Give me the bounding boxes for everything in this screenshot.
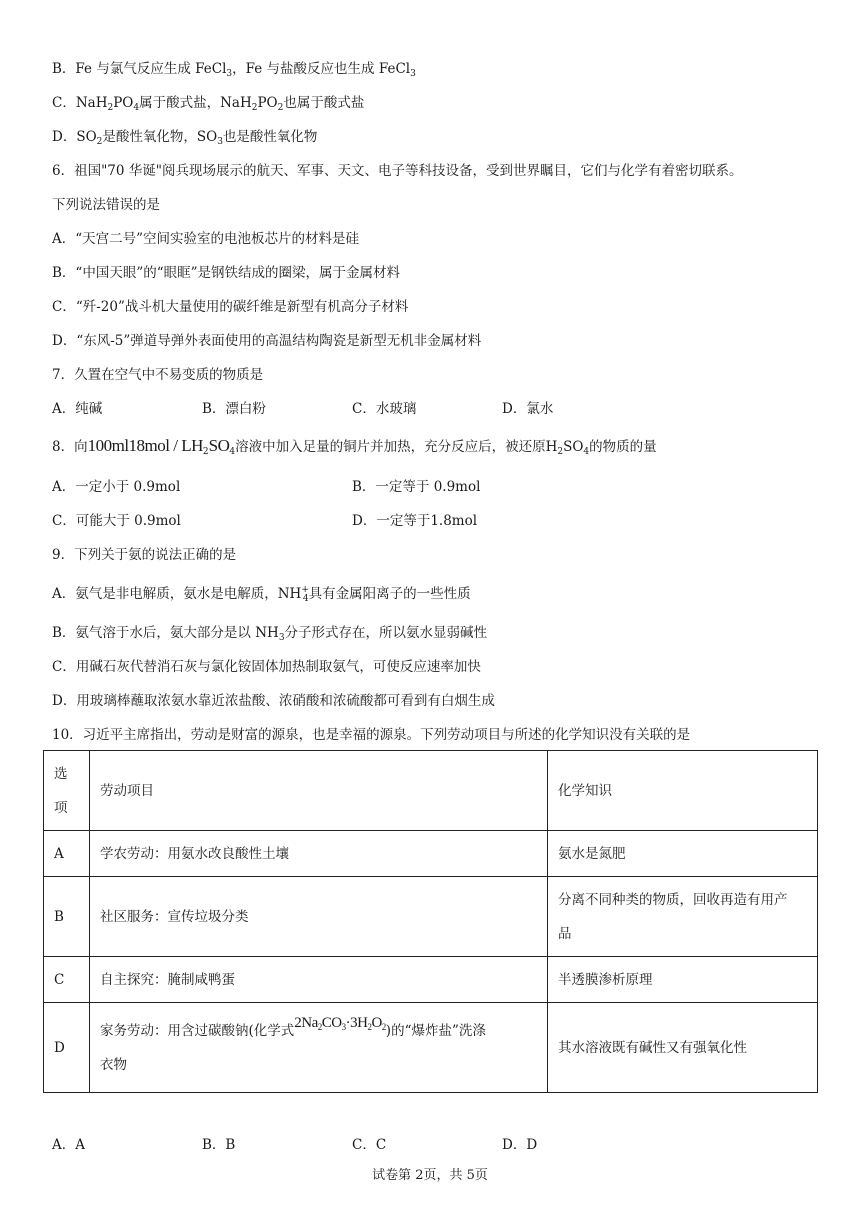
q9-option-c: C．用碱石灰代替消石灰与氯化铵固体加热制取氨气，可使反应速率加快 (52, 659, 481, 675)
header-chem-knowledge: 化学知识 (548, 751, 818, 831)
q5-option-b: B．Fe 与氯气反应生成 FeCl$_3$，Fe 与盐酸反应也生成 FeCl$_3$ (52, 61, 416, 79)
q6-stem: 6．祖国"70 华诞"阅兵现场展示的航天、军事、天文、电子等科技设备，受到世界瞩目，它们与化学有着密切联系。 (52, 163, 743, 179)
q10-stem: 10．习近平主席指出，劳动是财富的源泉，也是幸福的源泉。下列劳动项目与所述的化学知识没有关联的是 (52, 727, 691, 743)
q10-option-d: D．D (502, 1137, 538, 1153)
q10-option-a: A．A (52, 1137, 85, 1153)
row-option: B (44, 877, 90, 957)
row-option: D (44, 1003, 90, 1093)
table-row (44, 877, 818, 957)
q7-stem: 7．久置在空气中不易变质的物质是 (52, 367, 264, 383)
q7-option-a: A．纯碱 (52, 401, 103, 417)
q7-option-d: D．氯水 (502, 401, 554, 417)
row-chem-knowledge: 其水溶液既有碱性又有强氧化性 (548, 1003, 818, 1093)
row-labor-item: 学农劳动：用氨水改良酸性土壤 (90, 831, 548, 877)
q9-stem: 9．下列关于氨的说法正确的是 (52, 547, 237, 563)
q8-option-a: A．一定小于 0.9mol (52, 479, 181, 495)
q8-stem: 8．向$100ml18mol / LH_2SO_4$溶液中加入足量的铜片并加热，充分反应后，被还原$H_2SO_4$的物质的量 (52, 436, 657, 457)
row-chem-knowledge: 分离不同种类的物质，回收再造有用产 品 (548, 877, 818, 957)
q10-option-c: C．C (352, 1137, 387, 1153)
q10-option-b: B．B (202, 1137, 236, 1153)
q6-option-c: C．“歼-20”战斗机大量使用的碳纤维是新型有机高分子材料 (52, 299, 409, 315)
q8-option-d: D．一定等于1.8mol (352, 513, 478, 529)
row-chem-knowledge: 半透膜渗析原理 (548, 957, 818, 1003)
row-labor-item: 社区服务：宣传垃圾分类 (90, 877, 548, 957)
row-option: C (44, 957, 90, 1003)
page-footer: 试卷第 2页，共 5页 (372, 1168, 488, 1183)
row-option: A (44, 831, 90, 877)
header-labor-item: 劳动项目 (90, 751, 548, 831)
row-chem-knowledge: 氨水是氮肥 (548, 831, 818, 877)
q6-stem-cont: 下列说法错误的是 (52, 197, 160, 213)
row-labor-item: 家务劳动：用含过碳酸钠(化学式$2Na_2CO_3\cdot 3H_2O_2$)的“爆炸盐”洗涤 衣物 (90, 1003, 548, 1093)
header-option: 选 项 (44, 751, 90, 831)
q6-option-d: D．“东风-5”弹道导弹外表面使用的高温结构陶瓷是新型无机非金属材料 (52, 333, 482, 349)
table-row (44, 831, 818, 877)
q5-option-d: D．$SO_2$是酸性氧化物，$SO_3$也是酸性氧化物 (52, 129, 318, 147)
q6-option-b: B．“中国天眼”的“眼眶”是钢铁结成的圈梁，属于金属材料 (52, 265, 401, 281)
q8-option-b: B．一定等于 0.9mol (352, 479, 481, 495)
q8-option-c: C．可能大于 0.9mol (52, 513, 181, 529)
q9-option-d: D．用玻璃棒蘸取浓氨水靠近浓盐酸、浓硝酸和浓硫酸都可看到有白烟生成 (52, 693, 495, 709)
q7-option-c: C．水玻璃 (352, 401, 417, 417)
table-header-row (44, 751, 818, 831)
q10-table (43, 750, 818, 1093)
q5-option-c: C．$NaH_2PO_4$属于酸式盐，$NaH_2PO_2$也属于酸式盐 (52, 95, 365, 113)
q7-option-b: B．漂白粉 (202, 401, 266, 417)
table-row (44, 957, 818, 1003)
q6-option-a: A．“天宫二号”空间实验室的电池板芯片的材料是硅 (52, 231, 360, 247)
row-labor-item: 自主探究：腌制咸鸭蛋 (90, 957, 548, 1003)
q9-option-a: A．氨气是非电解质，氨水是电解质，$NH^+_4$具有金属阳离子的一些性质 (52, 585, 471, 604)
table-row (44, 1003, 818, 1093)
q9-option-b: B．氨气溶于水后，氨大部分是以 $NH_3$分子形式存在，所以氨水显弱碱性 (52, 625, 488, 643)
